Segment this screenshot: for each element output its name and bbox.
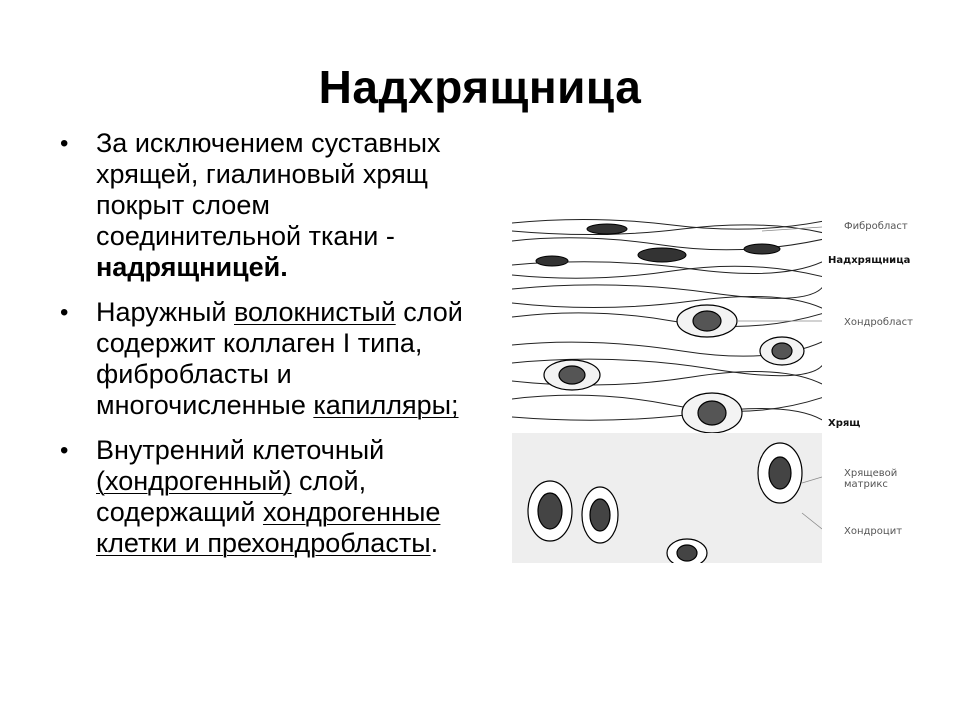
bullet-dot-icon: • — [60, 130, 69, 157]
label-cartilage: Хрящ — [828, 418, 861, 429]
hyperlink-chondrogenic[interactable]: (хондрогенный) — [96, 466, 292, 496]
bullet-dot-icon: • — [60, 437, 69, 464]
bullet-item — [56, 297, 476, 421]
label-chondrocyte: Хондроцит — [844, 526, 903, 537]
hyperlink-capillaries[interactable]: капилляры; — [313, 390, 459, 420]
slide-title: Надхрящница — [318, 61, 642, 113]
label-matrix-line1: Хрящевой — [844, 468, 898, 479]
bullet-item — [56, 128, 476, 283]
bullet-item — [56, 435, 476, 559]
bullet-text: Наружный — [96, 297, 234, 327]
label-chondroblast: Хондробласт — [844, 317, 913, 328]
hyperlink-chondrogenic-cells[interactable]: хондрогенные клетки и прехондробласты — [96, 497, 441, 558]
label-matrix-line2: матрикс — [844, 479, 888, 490]
hyperlink-fibrous[interactable]: волокнистый — [234, 297, 396, 327]
label-fibroblast: Фибробласт — [844, 221, 908, 232]
bullet-bold-term: надрящницей. — [96, 252, 288, 282]
label-perichondrium: Надхрящница — [828, 255, 911, 266]
bullet-list — [56, 128, 476, 573]
histology-figure — [512, 213, 913, 563]
bullet-text: Внутренний клеточный — [96, 435, 385, 465]
bullet-text: слой, содержащий — [96, 466, 367, 527]
bullet-dot-icon: • — [60, 299, 69, 326]
bullet-text: слой содержит коллаген I типа, фибробласты и многочисленные — [96, 297, 463, 420]
bullet-text: За исключением суставных хрящей, гиалиновый хрящ покрыт слоем соединительной ткани - — [96, 128, 441, 251]
cartilage-histology-illustration — [512, 213, 822, 563]
label-matrix — [844, 468, 897, 490]
bullet-text: . — [430, 528, 439, 558]
